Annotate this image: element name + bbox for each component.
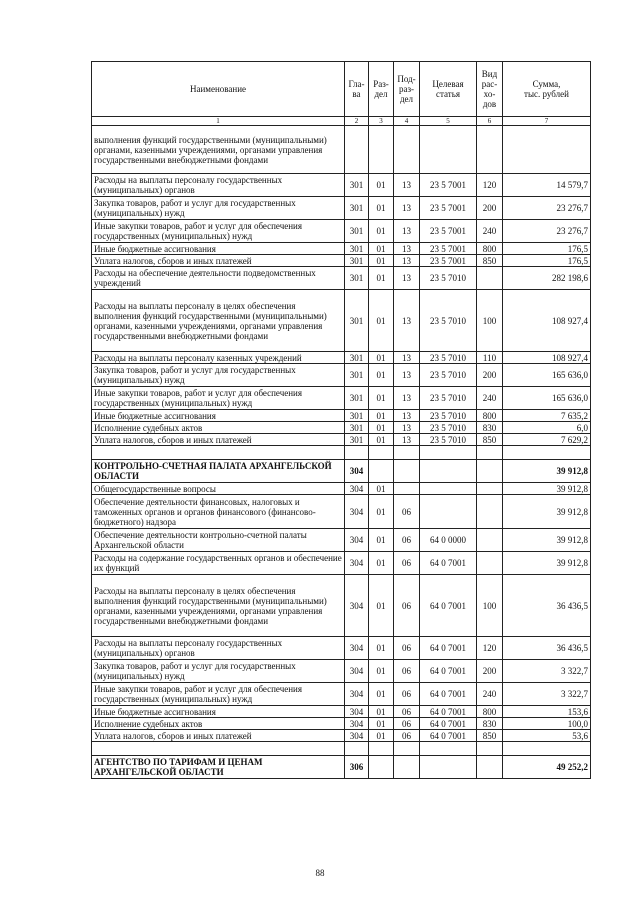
cell-name: Иные закупки товаров, работ и услуг для обеспечения государственных (муниципальных) нужд [92,387,345,410]
budget-table [91,61,591,779]
table-row [92,410,591,422]
cell-glava: 306 [345,756,369,779]
cell-summa: 7 635,2 [503,410,591,422]
cell-vid [477,460,503,483]
cell-name [92,742,345,756]
table-row [92,756,591,779]
cell-podrazdel: 06 [394,706,420,718]
table-row [92,126,591,174]
cell-razdel: 01 [369,575,394,637]
cell-statya [420,495,477,529]
table-body [92,126,591,779]
cell-name: АГЕНТСТВО ПО ТАРИФАМ И ЦЕНАМ АРХАНГЕЛЬСКОЙ ОБЛАСТИ [92,756,345,779]
cell-statya: 23 5 7010 [420,410,477,422]
cell-razdel: 01 [369,410,394,422]
cell-statya: 23 5 7001 [420,255,477,267]
cell-vid: 850 [477,255,503,267]
table-row [92,255,591,267]
table-row [92,387,591,410]
cell-vid: 240 [477,683,503,706]
cell-name: Иные бюджетные ассигнования [92,243,345,255]
cell-vid: 240 [477,220,503,243]
table-row [92,220,591,243]
cell-summa [503,446,591,460]
column-number: 1 [92,117,345,126]
table-row [92,364,591,387]
header-summa: Сумма, тыс. рублей [503,62,591,117]
cell-statya: 64 0 7001 [420,637,477,660]
column-number: 4 [394,117,420,126]
cell-name: Расходы на выплаты персоналу государственных (муниципальных) органов [92,174,345,197]
cell-name: Иные закупки товаров, работ и услуг для обеспечения государственных (муниципальных) нужд [92,220,345,243]
cell-glava: 304 [345,495,369,529]
table-row [92,495,591,529]
cell-statya [420,483,477,495]
table-row [92,730,591,742]
cell-vid [477,495,503,529]
cell-statya: 64 0 7001 [420,552,477,575]
cell-podrazdel: 06 [394,637,420,660]
cell-podrazdel: 13 [394,387,420,410]
cell-vid [477,267,503,290]
cell-razdel: 01 [369,660,394,683]
cell-glava: 301 [345,387,369,410]
header-glava: Гла- ва [345,62,369,117]
cell-statya: 64 0 0000 [420,529,477,552]
cell-statya: 64 0 7001 [420,718,477,730]
cell-podrazdel [394,756,420,779]
table-row [92,243,591,255]
cell-podrazdel [394,483,420,495]
cell-razdel: 01 [369,422,394,434]
spacer-row [92,446,591,460]
cell-podrazdel: 06 [394,730,420,742]
cell-glava: 304 [345,460,369,483]
column-number: 7 [503,117,591,126]
column-number: 2 [345,117,369,126]
table-row [92,637,591,660]
cell-statya: 23 5 7010 [420,387,477,410]
cell-vid [477,126,503,174]
cell-razdel: 01 [369,730,394,742]
cell-glava: 301 [345,255,369,267]
cell-name: КОНТРОЛЬНО-СЧЕТНАЯ ПАЛАТА АРХАНГЕЛЬСКОЙ ОБЛАСТИ [92,460,345,483]
cell-podrazdel: 13 [394,243,420,255]
cell-razdel: 01 [369,718,394,730]
cell-name: выполнения функций государственными (муниципальными) органами, казенными учреждениями, органами управления государственными внебюджетными фондами [92,126,345,174]
cell-razdel: 01 [369,174,394,197]
table-row [92,483,591,495]
cell-glava: 301 [345,434,369,446]
cell-razdel: 01 [369,255,394,267]
cell-statya: 64 0 7001 [420,706,477,718]
cell-podrazdel: 13 [394,197,420,220]
cell-vid: 800 [477,243,503,255]
cell-statya: 64 0 7001 [420,575,477,637]
cell-vid [477,552,503,575]
cell-glava: 304 [345,529,369,552]
cell-summa: 39 912,8 [503,552,591,575]
cell-summa: 23 276,7 [503,197,591,220]
cell-statya [420,126,477,174]
table-row [92,718,591,730]
cell-name: Иные закупки товаров, работ и услуг для обеспечения государственных (муниципальных) нужд [92,683,345,706]
cell-glava: 304 [345,575,369,637]
cell-vid: 100 [477,575,503,637]
page-number: 88 [315,868,325,878]
cell-statya: 23 5 7010 [420,364,477,387]
cell-glava: 304 [345,683,369,706]
cell-podrazdel: 13 [394,174,420,197]
cell-podrazdel [394,742,420,756]
cell-razdel: 01 [369,197,394,220]
cell-podrazdel: 06 [394,552,420,575]
table-row [92,434,591,446]
cell-glava: 301 [345,290,369,352]
cell-podrazdel: 13 [394,255,420,267]
table-row [92,660,591,683]
cell-summa: 23 276,7 [503,220,591,243]
cell-statya [420,460,477,483]
header-statya: Целевая статья [420,62,477,117]
cell-podrazdel: 06 [394,529,420,552]
cell-podrazdel: 06 [394,495,420,529]
cell-glava: 301 [345,267,369,290]
cell-statya: 23 5 7001 [420,197,477,220]
cell-vid [477,742,503,756]
table-row [92,706,591,718]
cell-name: Общегосударственные вопросы [92,483,345,495]
column-number-row [92,117,591,126]
cell-podrazdel: 13 [394,434,420,446]
cell-podrazdel: 13 [394,422,420,434]
cell-statya: 64 0 7001 [420,683,477,706]
cell-glava: 304 [345,660,369,683]
cell-statya: 64 0 7001 [420,730,477,742]
cell-summa [503,126,591,174]
table-row [92,197,591,220]
cell-glava: 304 [345,730,369,742]
cell-glava: 301 [345,352,369,364]
cell-podrazdel: 13 [394,410,420,422]
cell-summa: 14 579,7 [503,174,591,197]
cell-glava: 301 [345,364,369,387]
cell-razdel [369,460,394,483]
cell-glava: 301 [345,197,369,220]
cell-podrazdel: 06 [394,660,420,683]
cell-summa: 39 912,8 [503,495,591,529]
cell-name: Закупка товаров, работ и услуг для государственных (муниципальных) нужд [92,364,345,387]
cell-razdel [369,756,394,779]
cell-name: Расходы на содержание государственных органов и обеспечение их функций [92,552,345,575]
cell-glava: 301 [345,410,369,422]
cell-razdel: 01 [369,243,394,255]
cell-vid: 200 [477,197,503,220]
table-row [92,575,591,637]
cell-podrazdel: 13 [394,267,420,290]
cell-razdel [369,126,394,174]
table-row [92,422,591,434]
column-number: 3 [369,117,394,126]
cell-razdel: 01 [369,483,394,495]
cell-summa: 39 912,8 [503,460,591,483]
cell-vid: 200 [477,660,503,683]
cell-razdel: 01 [369,706,394,718]
cell-statya: 23 5 7010 [420,422,477,434]
cell-vid: 200 [477,364,503,387]
cell-summa: 108 927,4 [503,352,591,364]
cell-summa: 36 436,5 [503,637,591,660]
cell-name: Уплата налогов, сборов и иных платежей [92,730,345,742]
cell-vid: 240 [477,387,503,410]
cell-summa: 108 927,4 [503,290,591,352]
cell-glava: 304 [345,718,369,730]
cell-razdel: 01 [369,529,394,552]
cell-summa: 36 436,5 [503,575,591,637]
cell-summa: 153,6 [503,706,591,718]
cell-glava [345,446,369,460]
header-name: Наименование [92,62,345,117]
cell-razdel: 01 [369,290,394,352]
cell-summa: 165 636,0 [503,364,591,387]
cell-razdel: 01 [369,683,394,706]
cell-name [92,446,345,460]
cell-glava: 301 [345,422,369,434]
cell-podrazdel: 06 [394,575,420,637]
cell-razdel: 01 [369,434,394,446]
cell-statya: 23 5 7001 [420,174,477,197]
cell-vid: 800 [477,706,503,718]
cell-razdel: 01 [369,267,394,290]
cell-statya [420,756,477,779]
cell-vid [477,756,503,779]
cell-glava: 304 [345,483,369,495]
cell-podrazdel [394,126,420,174]
cell-vid [477,483,503,495]
cell-razdel: 01 [369,220,394,243]
cell-razdel [369,742,394,756]
cell-summa: 100,0 [503,718,591,730]
table-row [92,352,591,364]
cell-name: Уплата налогов, сборов и иных платежей [92,255,345,267]
cell-vid: 800 [477,410,503,422]
table-row [92,683,591,706]
cell-vid: 100 [477,290,503,352]
cell-razdel: 01 [369,352,394,364]
spacer-row [92,742,591,756]
table-row [92,552,591,575]
cell-podrazdel [394,446,420,460]
cell-glava: 301 [345,243,369,255]
cell-summa: 282 198,6 [503,267,591,290]
cell-podrazdel: 06 [394,683,420,706]
column-number: 6 [477,117,503,126]
cell-statya: 23 5 7001 [420,243,477,255]
table-row [92,290,591,352]
cell-name: Расходы на выплаты персоналу государственных (муниципальных) органов [92,637,345,660]
cell-razdel [369,446,394,460]
cell-summa: 39 912,8 [503,483,591,495]
cell-name: Закупка товаров, работ и услуг для государственных (муниципальных) нужд [92,660,345,683]
cell-vid: 850 [477,434,503,446]
cell-podrazdel: 13 [394,220,420,243]
cell-summa: 176,5 [503,243,591,255]
cell-razdel: 01 [369,364,394,387]
cell-statya: 64 0 7001 [420,660,477,683]
cell-statya: 23 5 7001 [420,220,477,243]
table-row [92,529,591,552]
cell-name: Расходы на выплаты персоналу казенных учреждений [92,352,345,364]
cell-statya [420,742,477,756]
cell-vid: 120 [477,174,503,197]
header-vid: Вид рас- хо- дов [477,62,503,117]
cell-name: Обеспечение деятельности финансовых, налоговых и таможенных органов и органов финансового (финансово-бюджетного) надзора [92,495,345,529]
table-row [92,174,591,197]
cell-name: Расходы на обеспечение деятельности подведомственных учреждений [92,267,345,290]
cell-statya: 23 5 7010 [420,434,477,446]
cell-summa: 176,5 [503,255,591,267]
cell-name: Иные бюджетные ассигнования [92,410,345,422]
cell-summa [503,742,591,756]
cell-name: Расходы на выплаты персоналу в целях обеспечения выполнения функций государственными (муниципальными) органами, казенными учреждениями, органами управления государственными внебюджетными фондами [92,575,345,637]
cell-statya: 23 5 7010 [420,290,477,352]
cell-name: Расходы на выплаты персоналу в целях обеспечения выполнения функций государственными (муниципальными) органами, казенными учреждениями, органами управления государственными внебюджетными фондами [92,290,345,352]
cell-statya: 23 5 7010 [420,352,477,364]
cell-summa: 3 322,7 [503,683,591,706]
cell-razdel: 01 [369,495,394,529]
cell-podrazdel [394,460,420,483]
cell-summa: 49 252,2 [503,756,591,779]
cell-vid: 830 [477,422,503,434]
cell-name: Уплата налогов, сборов и иных платежей [92,434,345,446]
cell-podrazdel: 13 [394,364,420,387]
cell-razdel: 01 [369,387,394,410]
cell-podrazdel: 13 [394,352,420,364]
cell-vid [477,446,503,460]
cell-glava [345,742,369,756]
header-podrazdel: Под- раз- дел [394,62,420,117]
column-number: 5 [420,117,477,126]
cell-name: Обеспечение деятельности контрольно-счетной палаты Архангельской области [92,529,345,552]
table-row [92,460,591,483]
cell-podrazdel: 06 [394,718,420,730]
header-row [92,62,591,117]
cell-glava: 304 [345,637,369,660]
cell-razdel: 01 [369,552,394,575]
cell-vid [477,529,503,552]
cell-name: Иные бюджетные ассигнования [92,706,345,718]
cell-summa: 7 629,2 [503,434,591,446]
cell-razdel: 01 [369,637,394,660]
cell-podrazdel: 13 [394,290,420,352]
cell-vid: 120 [477,637,503,660]
cell-statya: 23 5 7010 [420,267,477,290]
cell-summa: 3 322,7 [503,660,591,683]
cell-statya [420,446,477,460]
cell-summa: 39 912,8 [503,529,591,552]
cell-summa: 165 636,0 [503,387,591,410]
cell-name: Закупка товаров, работ и услуг для государственных (муниципальных) нужд [92,197,345,220]
cell-vid: 850 [477,730,503,742]
cell-summa: 53,6 [503,730,591,742]
header-razdel: Раз- дел [369,62,394,117]
cell-glava: 301 [345,174,369,197]
table-row [92,267,591,290]
cell-vid: 110 [477,352,503,364]
cell-glava: 304 [345,552,369,575]
cell-name: Исполнение судебных актов [92,718,345,730]
cell-glava: 301 [345,220,369,243]
cell-name: Исполнение судебных актов [92,422,345,434]
cell-glava [345,126,369,174]
cell-glava: 304 [345,706,369,718]
cell-vid: 830 [477,718,503,730]
cell-summa: 6,0 [503,422,591,434]
